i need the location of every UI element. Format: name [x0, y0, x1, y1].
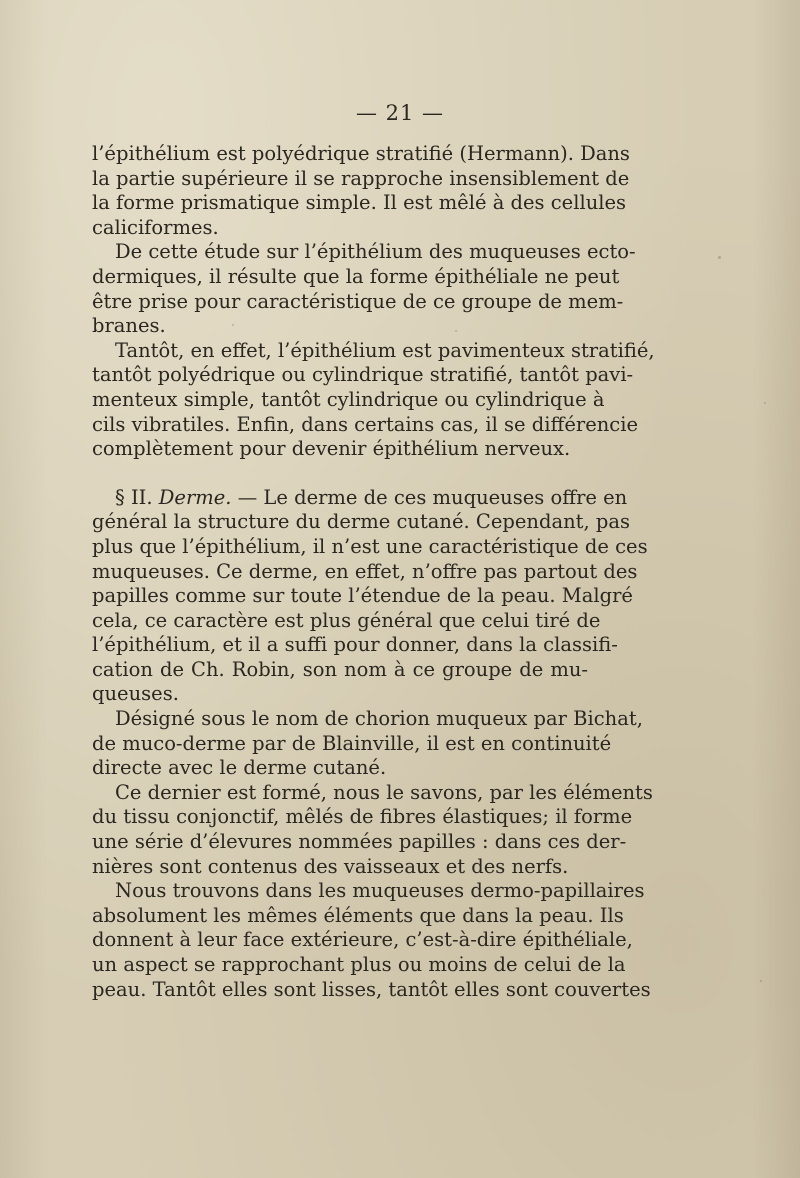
text-line: plus que l’épithélium, il n’est une caractéristique de ces — [92, 534, 648, 558]
text-line: De cette étude sur l’épithélium des muqueuses ecto- — [115, 240, 636, 264]
text-line: directe avec le derme cutané. — [92, 756, 387, 780]
paper-speck — [760, 980, 762, 982]
text-line: tantôt polyédrique ou cylindrique stratifié, tantôt pavi- — [92, 363, 634, 387]
paper-speck — [764, 402, 766, 404]
text-line: un aspect se rapprochant plus ou moins de celui de la — [92, 953, 626, 976]
text-line: être prise pour caractéristique de ce groupe de mem- — [92, 289, 624, 313]
text-line: peau. Tantôt elles sont lisses, tantôt elles sont couvertes — [92, 977, 651, 1001]
paragraph — [92, 240, 636, 338]
text-line: dermiques, il résulte que la forme épithéliale ne peut — [92, 264, 620, 288]
paper-speck — [232, 324, 234, 326]
paragraph — [92, 707, 643, 781]
paragraph — [92, 879, 651, 1002]
section-gap — [92, 462, 588, 486]
text-line: Tantôt, en effet, l’épithélium est pavimenteux stratifié, — [115, 338, 655, 362]
paragraph — [92, 780, 653, 879]
section-title: Derme. — [158, 485, 232, 509]
body-text — [92, 142, 655, 1002]
text-line: complètement pour devenir épithélium nerveux. — [92, 437, 571, 461]
text-line: branes. — [92, 314, 166, 338]
text-line: cation de Ch. Robin, son nom à ce groupe de mu- — [92, 657, 588, 681]
paper-speck — [718, 256, 721, 259]
text-line: la forme prismatique simple. Il est mêlé à des cellules — [92, 191, 627, 215]
text-line: papilles comme sur toute l’étendue de la peau. Malgré — [92, 584, 633, 608]
text-line: l’épithélium, et il a suffi pour donner, dans la classifi- — [92, 633, 618, 657]
text-line: une série d’élevures nommées papilles : dans ces der- — [92, 830, 627, 854]
text-line: la partie supérieure il se rapproche insensiblement de — [92, 166, 630, 190]
paragraph — [92, 338, 655, 462]
text-line: cela, ce caractère est plus général que celui tiré de — [92, 608, 601, 632]
text-line: l’épithélium est polyédrique stratifié (Hermann). Dans — [92, 142, 630, 165]
page-number: — 21 — — [355, 101, 445, 125]
text-line: queuses. — [92, 682, 179, 706]
text-line: nières sont contenus des vaisseaux et des nerfs. — [92, 854, 569, 878]
text-line: menteux simple, tantôt cylindrique ou cylindrique à — [92, 387, 605, 411]
section-first-line-text: — Le derme de ces muqueuses offre en — [237, 485, 628, 509]
text-line: Ce dernier est formé, nous le savons, par les éléments — [115, 780, 653, 804]
text-line: de muco-derme par de Blainville, il est en continuité — [92, 731, 612, 755]
text-line: général la structure du derme cutané. Cependant, pas — [92, 510, 630, 534]
text-line: Nous trouvons dans les muqueuses dermo-papillaires — [115, 879, 645, 903]
section-mark: § II. — [115, 485, 153, 509]
text-line: absolument les mêmes éléments que dans la peau. Ils — [92, 903, 624, 927]
text-line: cils vibratiles. Enfin, dans certains cas, il se différencie — [92, 412, 639, 436]
text-line: donnent à leur face extérieure, c’est-à-dire épithéliale, — [92, 928, 633, 952]
text-line: caliciformes. — [92, 215, 219, 239]
text-line: du tissu conjonctif, mêlés de fibres élastiques; il forme — [92, 805, 633, 829]
text-line: Désigné sous le nom de chorion muqueux par Bichat, — [115, 707, 643, 731]
section-paragraph — [92, 485, 648, 707]
paper-speck — [455, 330, 457, 332]
text-line: muqueuses. Ce derme, en effet, n’offre pas partout des — [92, 559, 638, 583]
section-first-line — [92, 485, 628, 511]
paragraph — [92, 142, 630, 240]
